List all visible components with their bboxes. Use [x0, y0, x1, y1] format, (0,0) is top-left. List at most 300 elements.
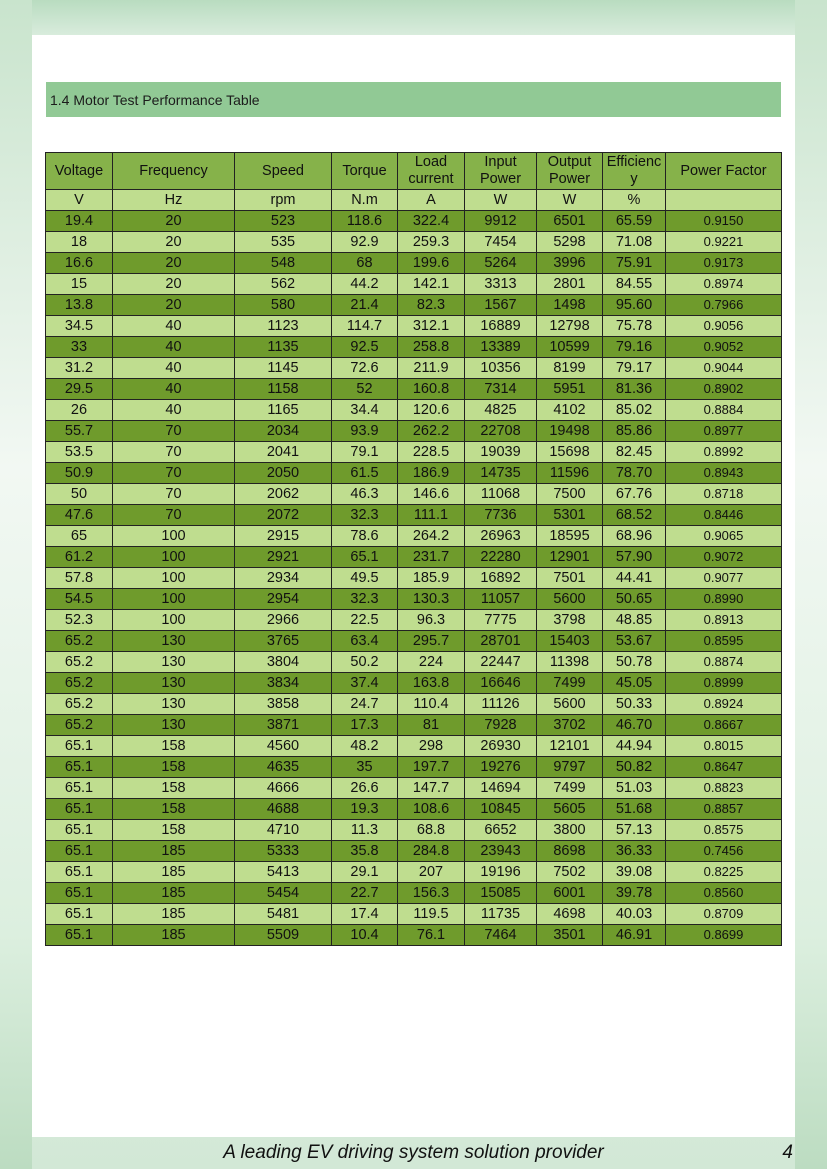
- table-cell: 6501: [537, 211, 603, 232]
- table-cell: 158: [113, 820, 235, 841]
- table-row: [46, 589, 782, 610]
- background-left-strip: [0, 0, 32, 1169]
- table-body: [46, 211, 782, 946]
- table-cell: 26930: [465, 736, 537, 757]
- table-cell: 3798: [537, 610, 603, 631]
- column-header: Frequency: [113, 153, 235, 190]
- table-cell: 298: [398, 736, 465, 757]
- document-page: [32, 35, 795, 1137]
- table-cell: 130: [113, 652, 235, 673]
- table-cell: 8199: [537, 358, 603, 379]
- table-cell: 50.82: [603, 757, 666, 778]
- table-cell: 146.6: [398, 484, 465, 505]
- table-cell: 65.1: [46, 925, 113, 946]
- unit-cell: W: [465, 190, 537, 211]
- table-cell: 1567: [465, 295, 537, 316]
- table-cell: 16889: [465, 316, 537, 337]
- table-cell: 3996: [537, 253, 603, 274]
- table-cell: 0.8647: [666, 757, 782, 778]
- table-row: [46, 526, 782, 547]
- table-cell: 92.9: [332, 232, 398, 253]
- table-cell: 20: [113, 295, 235, 316]
- table-cell: 15085: [465, 883, 537, 904]
- table-cell: 34.4: [332, 400, 398, 421]
- unit-cell: N.m: [332, 190, 398, 211]
- table-cell: 44.2: [332, 274, 398, 295]
- table-row: [46, 484, 782, 505]
- table-row: [46, 715, 782, 736]
- table-cell: 1145: [235, 358, 332, 379]
- table-cell: 295.7: [398, 631, 465, 652]
- table-cell: 22.7: [332, 883, 398, 904]
- table-cell: 185: [113, 904, 235, 925]
- table-cell: 207: [398, 862, 465, 883]
- table-cell: 95.60: [603, 295, 666, 316]
- table-cell: 22280: [465, 547, 537, 568]
- table-cell: 82.45: [603, 442, 666, 463]
- table-cell: 65.1: [46, 736, 113, 757]
- unit-cell: rpm: [235, 190, 332, 211]
- table-cell: 13.8: [46, 295, 113, 316]
- table-cell: 65.2: [46, 652, 113, 673]
- table-cell: 231.7: [398, 547, 465, 568]
- table-cell: 10.4: [332, 925, 398, 946]
- table-cell: 65.2: [46, 631, 113, 652]
- table-cell: 4102: [537, 400, 603, 421]
- table-cell: 120.6: [398, 400, 465, 421]
- table-cell: 211.9: [398, 358, 465, 379]
- table-cell: 3313: [465, 274, 537, 295]
- unit-cell: W: [537, 190, 603, 211]
- table-cell: 197.7: [398, 757, 465, 778]
- motor-performance-table: [45, 152, 782, 946]
- table-row: [46, 631, 782, 652]
- table-cell: 147.7: [398, 778, 465, 799]
- table-row: [46, 547, 782, 568]
- table-cell: 8698: [537, 841, 603, 862]
- table-cell: 0.8943: [666, 463, 782, 484]
- table-cell: 57.90: [603, 547, 666, 568]
- table-cell: 158: [113, 736, 235, 757]
- table-cell: 28701: [465, 631, 537, 652]
- table-cell: 15: [46, 274, 113, 295]
- table-cell: 7928: [465, 715, 537, 736]
- table-cell: 70: [113, 463, 235, 484]
- table-row: [46, 820, 782, 841]
- table-cell: 3702: [537, 715, 603, 736]
- table-row: [46, 379, 782, 400]
- table-cell: 65.1: [46, 778, 113, 799]
- unit-cell: %: [603, 190, 666, 211]
- table-cell: 0.8924: [666, 694, 782, 715]
- table-cell: 2041: [235, 442, 332, 463]
- table-cell: 0.8992: [666, 442, 782, 463]
- column-header: Efficienc y: [603, 153, 666, 190]
- table-cell: 0.8974: [666, 274, 782, 295]
- table-cell: 5600: [537, 589, 603, 610]
- table-row: [46, 736, 782, 757]
- table-cell: 0.7966: [666, 295, 782, 316]
- table-cell: 47.6: [46, 505, 113, 526]
- table-cell: 7501: [537, 568, 603, 589]
- table-cell: 34.5: [46, 316, 113, 337]
- table-cell: 65.1: [46, 883, 113, 904]
- table-cell: 40: [113, 400, 235, 421]
- table-cell: 2915: [235, 526, 332, 547]
- table-cell: 100: [113, 526, 235, 547]
- table-cell: 65.1: [46, 799, 113, 820]
- table-cell: 20: [113, 253, 235, 274]
- table-cell: 52: [332, 379, 398, 400]
- table-cell: 7775: [465, 610, 537, 631]
- table-cell: 49.5: [332, 568, 398, 589]
- section-header-bar: [46, 82, 781, 117]
- table-cell: 3765: [235, 631, 332, 652]
- table-cell: 0.8015: [666, 736, 782, 757]
- table-cell: 185: [113, 862, 235, 883]
- table-row: [46, 295, 782, 316]
- table-cell: 79.1: [332, 442, 398, 463]
- table-row: [46, 904, 782, 925]
- table-cell: 1165: [235, 400, 332, 421]
- table-cell: 35.8: [332, 841, 398, 862]
- table-cell: 16646: [465, 673, 537, 694]
- table-cell: 9912: [465, 211, 537, 232]
- table-row: [46, 421, 782, 442]
- table-cell: 85.86: [603, 421, 666, 442]
- table-cell: 0.9077: [666, 568, 782, 589]
- table-cell: 158: [113, 799, 235, 820]
- table-row: [46, 337, 782, 358]
- table-cell: 4688: [235, 799, 332, 820]
- table-row: [46, 862, 782, 883]
- table-cell: 78.70: [603, 463, 666, 484]
- table-cell: 15698: [537, 442, 603, 463]
- table-cell: 3834: [235, 673, 332, 694]
- table-cell: 81: [398, 715, 465, 736]
- table-cell: 20: [113, 274, 235, 295]
- table-row: [46, 358, 782, 379]
- table-cell: 2921: [235, 547, 332, 568]
- table-cell: 26963: [465, 526, 537, 547]
- table-row: [46, 442, 782, 463]
- table-row: [46, 673, 782, 694]
- table-cell: 4698: [537, 904, 603, 925]
- table-cell: 65.2: [46, 694, 113, 715]
- table-cell: 0.8560: [666, 883, 782, 904]
- table-cell: 16.6: [46, 253, 113, 274]
- table-cell: 65.2: [46, 715, 113, 736]
- table-cell: 46.3: [332, 484, 398, 505]
- table-cell: 0.9072: [666, 547, 782, 568]
- table-cell: 40: [113, 337, 235, 358]
- table-cell: 0.7456: [666, 841, 782, 862]
- table-cell: 7464: [465, 925, 537, 946]
- table-row: [46, 799, 782, 820]
- table-cell: 2072: [235, 505, 332, 526]
- table-cell: 185: [113, 841, 235, 862]
- table-cell: 78.6: [332, 526, 398, 547]
- table-cell: 2934: [235, 568, 332, 589]
- table-cell: 63.4: [332, 631, 398, 652]
- table-cell: 5600: [537, 694, 603, 715]
- background-right-strip: [795, 0, 827, 1169]
- table-cell: 7502: [537, 862, 603, 883]
- table-cell: 35: [332, 757, 398, 778]
- table-cell: 0.8699: [666, 925, 782, 946]
- table-cell: 2034: [235, 421, 332, 442]
- table-cell: 50.33: [603, 694, 666, 715]
- footer-tagline: A leading EV driving system solution provider: [223, 1142, 604, 1163]
- table-cell: 65.2: [46, 673, 113, 694]
- table-cell: 4710: [235, 820, 332, 841]
- table-cell: 259.3: [398, 232, 465, 253]
- table-cell: 50.9: [46, 463, 113, 484]
- table-cell: 3858: [235, 694, 332, 715]
- table-cell: 72.6: [332, 358, 398, 379]
- table-row: [46, 400, 782, 421]
- table-cell: 6001: [537, 883, 603, 904]
- table-cell: 67.76: [603, 484, 666, 505]
- table-cell: 19498: [537, 421, 603, 442]
- table-cell: 36.33: [603, 841, 666, 862]
- section-title: 1.4 Motor Test Performance Table: [50, 91, 260, 108]
- table-cell: 24.7: [332, 694, 398, 715]
- table-cell: 68: [332, 253, 398, 274]
- table-cell: 0.8990: [666, 589, 782, 610]
- table-cell: 20: [113, 232, 235, 253]
- table-cell: 158: [113, 778, 235, 799]
- table-cell: 65.59: [603, 211, 666, 232]
- table-cell: 65.1: [332, 547, 398, 568]
- table-cell: 21.4: [332, 295, 398, 316]
- table-cell: 31.2: [46, 358, 113, 379]
- table-cell: 12798: [537, 316, 603, 337]
- table-cell: 0.8446: [666, 505, 782, 526]
- table-cell: 65.1: [46, 841, 113, 862]
- table-cell: 65.1: [46, 757, 113, 778]
- table-cell: 130: [113, 694, 235, 715]
- table-cell: 32.3: [332, 589, 398, 610]
- unit-cell: A: [398, 190, 465, 211]
- table-cell: 119.5: [398, 904, 465, 925]
- column-header: Input Power: [465, 153, 537, 190]
- table-cell: 10845: [465, 799, 537, 820]
- table-cell: 70: [113, 442, 235, 463]
- table-row: [46, 694, 782, 715]
- table-cell: 11.3: [332, 820, 398, 841]
- table-cell: 57.8: [46, 568, 113, 589]
- unit-cell: V: [46, 190, 113, 211]
- table-cell: 5301: [537, 505, 603, 526]
- table-cell: 22.5: [332, 610, 398, 631]
- table-cell: 100: [113, 589, 235, 610]
- table-cell: 5333: [235, 841, 332, 862]
- table-row: [46, 925, 782, 946]
- unit-cell: [666, 190, 782, 211]
- table-cell: 3800: [537, 820, 603, 841]
- table-cell: 61.5: [332, 463, 398, 484]
- table-cell: 7314: [465, 379, 537, 400]
- table-cell: 33: [46, 337, 113, 358]
- table-cell: 7499: [537, 673, 603, 694]
- table-cell: 0.8977: [666, 421, 782, 442]
- table-cell: 163.8: [398, 673, 465, 694]
- table-cell: 14694: [465, 778, 537, 799]
- table-cell: 75.78: [603, 316, 666, 337]
- table-cell: 85.02: [603, 400, 666, 421]
- table-cell: 0.8999: [666, 673, 782, 694]
- table-cell: 224: [398, 652, 465, 673]
- table-row: [46, 274, 782, 295]
- table-cell: 0.8902: [666, 379, 782, 400]
- table-cell: 71.08: [603, 232, 666, 253]
- table-cell: 523: [235, 211, 332, 232]
- table-cell: 13389: [465, 337, 537, 358]
- table-cell: 111.1: [398, 505, 465, 526]
- table-cell: 84.55: [603, 274, 666, 295]
- table-cell: 96.3: [398, 610, 465, 631]
- table-cell: 0.9221: [666, 232, 782, 253]
- table-row: [46, 463, 782, 484]
- table-cell: 7454: [465, 232, 537, 253]
- table-cell: 53.5: [46, 442, 113, 463]
- table-cell: 4635: [235, 757, 332, 778]
- table-cell: 68.96: [603, 526, 666, 547]
- table-cell: 0.8857: [666, 799, 782, 820]
- table-cell: 185: [113, 925, 235, 946]
- table-cell: 11068: [465, 484, 537, 505]
- table-cell: 40.03: [603, 904, 666, 925]
- table-cell: 262.2: [398, 421, 465, 442]
- table-cell: 0.8709: [666, 904, 782, 925]
- table-cell: 158: [113, 757, 235, 778]
- table-cell: 1123: [235, 316, 332, 337]
- table-cell: 114.7: [332, 316, 398, 337]
- table-cell: 0.8913: [666, 610, 782, 631]
- table-cell: 7499: [537, 778, 603, 799]
- table-cell: 14735: [465, 463, 537, 484]
- table-cell: 185: [113, 883, 235, 904]
- table-cell: 65.1: [46, 862, 113, 883]
- table-cell: 44.94: [603, 736, 666, 757]
- table-row: [46, 883, 782, 904]
- table-cell: 15403: [537, 631, 603, 652]
- table-cell: 46.91: [603, 925, 666, 946]
- table-cell: 39.78: [603, 883, 666, 904]
- unit-cell: Hz: [113, 190, 235, 211]
- table-cell: 0.9065: [666, 526, 782, 547]
- table-cell: 142.1: [398, 274, 465, 295]
- table-row: [46, 505, 782, 526]
- table-cell: 1158: [235, 379, 332, 400]
- table-cell: 19.3: [332, 799, 398, 820]
- table-cell: 5413: [235, 862, 332, 883]
- table-cell: 322.4: [398, 211, 465, 232]
- table-cell: 19196: [465, 862, 537, 883]
- table-cell: 10599: [537, 337, 603, 358]
- table-cell: 118.6: [332, 211, 398, 232]
- table-cell: 548: [235, 253, 332, 274]
- table-cell: 100: [113, 568, 235, 589]
- table-cell: 29.1: [332, 862, 398, 883]
- table-cell: 2966: [235, 610, 332, 631]
- table-cell: 130: [113, 631, 235, 652]
- table-cell: 312.1: [398, 316, 465, 337]
- table-cell: 130: [113, 673, 235, 694]
- table-cell: 92.5: [332, 337, 398, 358]
- table-row: [46, 778, 782, 799]
- table-cell: 10356: [465, 358, 537, 379]
- table-cell: 5509: [235, 925, 332, 946]
- table-cell: 18: [46, 232, 113, 253]
- table-cell: 29.5: [46, 379, 113, 400]
- table-cell: 50.65: [603, 589, 666, 610]
- table-cell: 50: [46, 484, 113, 505]
- table-cell: 26.6: [332, 778, 398, 799]
- table-cell: 12101: [537, 736, 603, 757]
- table-cell: 32.3: [332, 505, 398, 526]
- table-cell: 7500: [537, 484, 603, 505]
- table-cell: 5605: [537, 799, 603, 820]
- table-cell: 258.8: [398, 337, 465, 358]
- table-cell: 45.05: [603, 673, 666, 694]
- table-cell: 40: [113, 379, 235, 400]
- table-cell: 54.5: [46, 589, 113, 610]
- table-cell: 5264: [465, 253, 537, 274]
- table-cell: 3804: [235, 652, 332, 673]
- table-cell: 68.8: [398, 820, 465, 841]
- table-cell: 46.70: [603, 715, 666, 736]
- table-cell: 580: [235, 295, 332, 316]
- table-cell: 0.8225: [666, 862, 782, 883]
- table-cell: 79.16: [603, 337, 666, 358]
- table-cell: 7736: [465, 505, 537, 526]
- table-cell: 5951: [537, 379, 603, 400]
- table-cell: 9797: [537, 757, 603, 778]
- table-cell: 562: [235, 274, 332, 295]
- table-cell: 76.1: [398, 925, 465, 946]
- table-cell: 130.3: [398, 589, 465, 610]
- table-cell: 18595: [537, 526, 603, 547]
- table-cell: 11126: [465, 694, 537, 715]
- table-cell: 79.17: [603, 358, 666, 379]
- table-cell: 199.6: [398, 253, 465, 274]
- table-cell: 61.2: [46, 547, 113, 568]
- table-cell: 53.67: [603, 631, 666, 652]
- table-cell: 2050: [235, 463, 332, 484]
- table-row: [46, 211, 782, 232]
- table-cell: 22447: [465, 652, 537, 673]
- table-row: [46, 610, 782, 631]
- table-cell: 52.3: [46, 610, 113, 631]
- table-cell: 0.8718: [666, 484, 782, 505]
- table-cell: 48.2: [332, 736, 398, 757]
- table-cell: 16892: [465, 568, 537, 589]
- table-cell: 108.6: [398, 799, 465, 820]
- table-cell: 51.03: [603, 778, 666, 799]
- table-cell: 12901: [537, 547, 603, 568]
- column-header: Torque: [332, 153, 398, 190]
- table-cell: 5298: [537, 232, 603, 253]
- table-cell: 3501: [537, 925, 603, 946]
- table-cell: 4560: [235, 736, 332, 757]
- table-row: [46, 757, 782, 778]
- table-cell: 26: [46, 400, 113, 421]
- table-cell: 68.52: [603, 505, 666, 526]
- table-cell: 65.1: [46, 904, 113, 925]
- column-header: Power Factor: [666, 153, 782, 190]
